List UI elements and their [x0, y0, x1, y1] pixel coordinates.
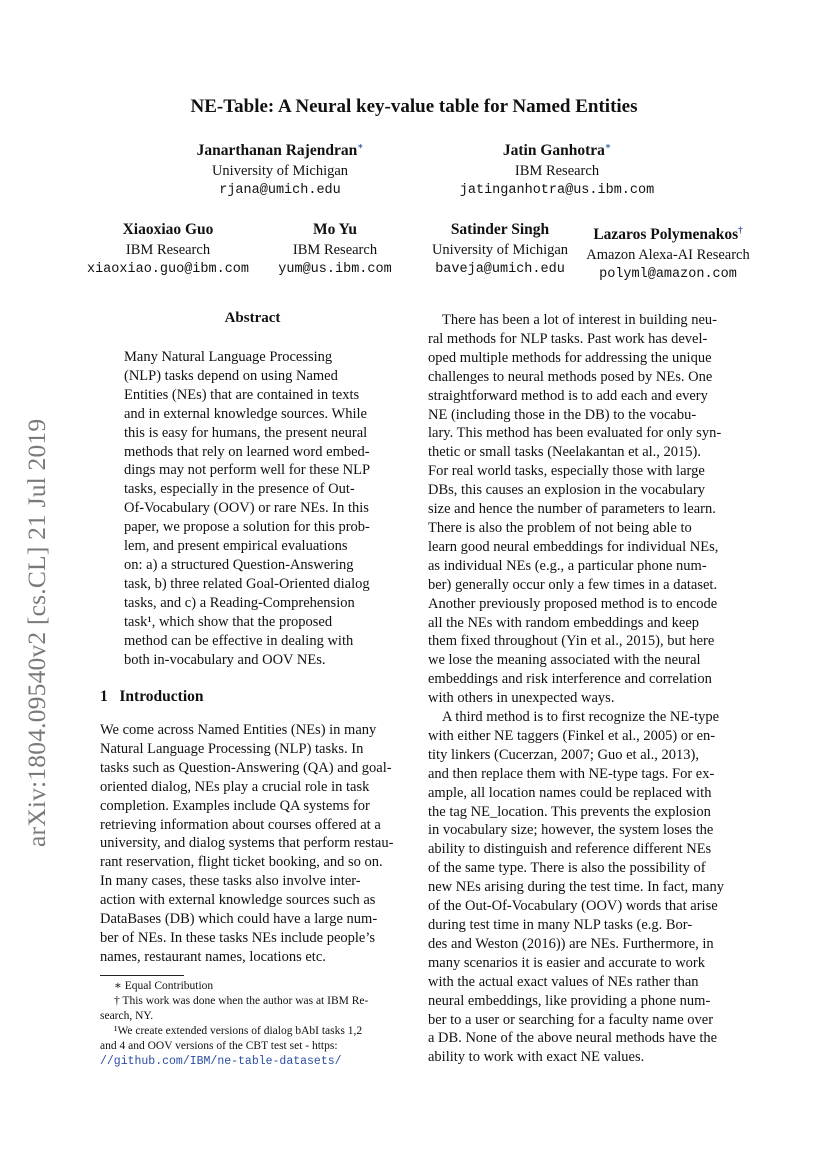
author-block	[580, 220, 756, 285]
body-line: A third method is to first recognize the NE-type	[442, 709, 720, 725]
body-line: ber to a user or searching for a faculty name over	[428, 1011, 714, 1028]
body-line: a DB. None of the above neural methods have the	[428, 1030, 718, 1047]
body-line: There is also the problem of not being able to	[428, 519, 692, 536]
body-line: ability to distinguish and reference different NEs	[428, 841, 712, 858]
body-line: straightforward method is to add each and every	[428, 387, 708, 404]
footnote-data-cont: and 4 and OOV versions of the CBT test set - https:	[100, 1040, 338, 1052]
author-email: yum@us.ibm.com	[278, 262, 392, 277]
body-line: during test time in many NLP tasks (e.g. Bor-	[428, 916, 693, 933]
intro-line: names, restaurant names, locations etc.	[100, 948, 326, 965]
author-affiliation: University of Michigan	[211, 163, 349, 180]
abstract-line: tasks, and c) a Reading-Comprehension	[124, 594, 355, 611]
intro-line: We come across Named Entities (NEs) in many	[100, 722, 377, 738]
abstract-line: methods that rely on learned word embed-	[124, 443, 370, 460]
body-line: NE (including those in the DB) to the vocabu-	[428, 406, 697, 423]
abstract-line: Many Natural Language Processing	[124, 349, 333, 365]
intro-line: retrieving information about courses offered at a	[100, 816, 381, 833]
author-block	[180, 136, 380, 201]
abstract-line: Entities (NEs) that are contained in texts	[124, 386, 360, 403]
author-mark: ∗	[604, 141, 612, 151]
body-line: size and hence the number of parameters to learn.	[428, 501, 716, 518]
body-line: There has been a lot of interest in building neu-	[442, 312, 718, 328]
body-line: of the same type. There is also the possibility of	[428, 860, 706, 877]
body-line: all the NEs with random embeddings and keep	[428, 614, 700, 631]
author-block	[270, 220, 400, 280]
abstract-line: and in external knowledge sources. While	[124, 405, 367, 422]
intro-line: Natural Language Processing (NLP) tasks. In	[100, 740, 364, 757]
intro-line: rant reservation, flight ticket booking, and so on.	[100, 854, 383, 871]
body-line: ability to work with exact NE values.	[428, 1049, 645, 1066]
author-block	[437, 136, 677, 201]
section-number: 1	[100, 688, 108, 705]
right-column-para-1	[428, 311, 732, 708]
footnote-equal: ∗ Equal Contribution	[114, 980, 214, 992]
body-line: many scenarios it is easier and accurate to work	[428, 954, 706, 971]
author-name: Xiaoxiao Guo	[122, 221, 214, 238]
body-line: Another previously proposed method is to encode	[428, 595, 718, 612]
abstract-line: Of-Vocabulary (OOV) or rare NEs. In this	[124, 500, 369, 517]
author-mark: †	[738, 225, 743, 235]
intro-line: ber of NEs. In these tasks NEs include people’s	[100, 929, 376, 946]
footnotes	[100, 979, 405, 1069]
author-email: baveja@umich.edu	[435, 262, 565, 277]
author-name: Jatin Ganhotra	[502, 142, 605, 160]
arxiv-identifier	[22, 377, 62, 847]
footnote-link[interactable]: //github.com/IBM/ne-table-datasets/	[100, 1055, 342, 1068]
intro-line: oriented dialog, NEs play a crucial role in task	[100, 778, 370, 795]
footnote-divider	[100, 975, 184, 976]
abstract-line: lem, and present empirical evaluations	[124, 538, 348, 555]
arxiv-id-text: arXiv:1804.09540v2 [cs.CL] 21 Jul 2019	[22, 418, 51, 847]
body-line: with either NE taggers (Finkel et al., 2005) or en-	[428, 727, 716, 744]
author-name: Janarthanan Rajendran	[196, 142, 358, 160]
body-line: as individual NEs (e.g., a particular phone num-	[428, 557, 707, 574]
right-column-para-2	[428, 708, 732, 1067]
body-line: tity linkers (Cucerzan, 2007; Guo et al., 2013),	[428, 746, 700, 763]
abstract-line: tasks, especially in the presence of Out-	[124, 481, 355, 498]
section-title: Introduction	[119, 688, 204, 705]
abstract-line: (NLP) tasks depend on using Named	[124, 367, 338, 384]
author-name: Lazaros Polymenakos	[593, 226, 739, 244]
abstract-line: method can be effective in dealing with	[124, 632, 354, 649]
author-email: polyml@amazon.com	[599, 267, 737, 283]
abstract-line: paper, we propose a solution for this prob-	[124, 519, 370, 536]
section-heading	[100, 688, 204, 706]
intro-body	[100, 721, 405, 967]
footnote-data: ¹We create extended versions of dialog bAbI tasks 1,2	[114, 1025, 363, 1037]
author-email: xiaoxiao.guo@ibm.com	[86, 262, 250, 277]
body-line: challenges to neural methods posed by NEs. One	[428, 368, 713, 385]
body-line: them fixed throughout (Yin et al., 2015), but here	[428, 633, 715, 650]
author-affiliation: Amazon Alexa-AI Research	[586, 247, 750, 264]
body-line: lary. This method has been evaluated for only syn-	[428, 425, 722, 442]
body-line: thetic or small tasks (Neelakantan et al., 2015).	[428, 444, 701, 461]
body-line: and then replace them with NE-type tags. For ex-	[428, 765, 715, 782]
abstract-line: this is easy for humans, the present neural	[124, 424, 368, 441]
author-email: jatinganhotra@us.ibm.com	[459, 183, 655, 199]
abstract-line: task¹, which show that the proposed	[124, 613, 333, 630]
abstract-line: dings may not perform well for these NLP	[124, 462, 371, 479]
intro-line: In many cases, these tasks also involve inter-	[100, 873, 361, 890]
author-affiliation: IBM Research	[514, 163, 600, 180]
author-name: Satinder Singh	[450, 221, 550, 238]
body-line: new NEs arising during the test time. In fact, many	[428, 879, 724, 896]
author-affiliation: IBM Research	[292, 242, 378, 258]
body-line: embeddings and risk interference and correlation	[428, 671, 712, 688]
body-line: oped multiple methods for addressing the unique	[428, 349, 712, 366]
body-line: with the actual exact values of NEs rather than	[428, 973, 699, 990]
body-line: ber) generally occur only a few times in a dataset.	[428, 576, 718, 593]
body-line: of the Out-Of-Vocabulary (OOV) words that arise	[428, 898, 718, 915]
author-block	[75, 220, 261, 280]
body-line: For real world tasks, especially those with large	[428, 463, 705, 480]
abstract-line: both in-vocabulary and OOV NEs.	[124, 651, 326, 668]
abstract-line: task, b) three related Goal-Oriented dialog	[124, 575, 370, 592]
body-line: DBs, this causes an explosion in the vocabulary	[428, 482, 706, 499]
body-line: the tag NE_location. This prevents the explosion	[428, 803, 711, 820]
body-line: ample, all location names could be replaced with	[428, 784, 712, 801]
intro-line: action with external knowledge sources such as	[100, 892, 376, 909]
author-affiliation: University of Michigan	[431, 242, 569, 258]
footnote-ibm-cont: search, NY.	[100, 1010, 154, 1022]
body-line: we lose the meaning associated with the neural	[428, 652, 701, 669]
paper-title: NE-Table: A Neural key-value table for Named Entities	[190, 96, 638, 117]
body-line: with others in unexpected ways.	[428, 690, 615, 707]
abstract-line: on: a) a structured Question-Answering	[124, 556, 354, 573]
author-block	[424, 220, 576, 280]
intro-line: university, and dialog systems that perform restau-	[100, 835, 394, 852]
body-line: ral methods for NLP tasks. Past work has devel-	[428, 330, 708, 347]
body-line: des and Weston (2016)) are NEs. Furthermore, in	[428, 935, 714, 952]
abstract-heading: Abstract	[224, 310, 281, 326]
intro-line: DataBases (DB) which could have a large num-	[100, 911, 378, 928]
author-name: Mo Yu	[312, 221, 358, 238]
abstract-body	[124, 348, 380, 669]
body-line: learn good neural embeddings for individual NEs,	[428, 538, 719, 555]
author-mark: ∗	[357, 141, 364, 151]
body-line: in vocabulary size; however, the system loses the	[428, 822, 714, 839]
author-email: rjana@umich.edu	[219, 183, 341, 199]
footnote-ibm: † This work was done when the author was at IBM Re-	[114, 995, 369, 1007]
intro-line: tasks such as Question-Answering (QA) and goal-	[100, 759, 392, 776]
body-line: neural embeddings, like providing a phone num-	[428, 992, 711, 1009]
intro-line: completion. Examples include QA systems for	[100, 797, 370, 814]
author-affiliation: IBM Research	[125, 242, 211, 258]
